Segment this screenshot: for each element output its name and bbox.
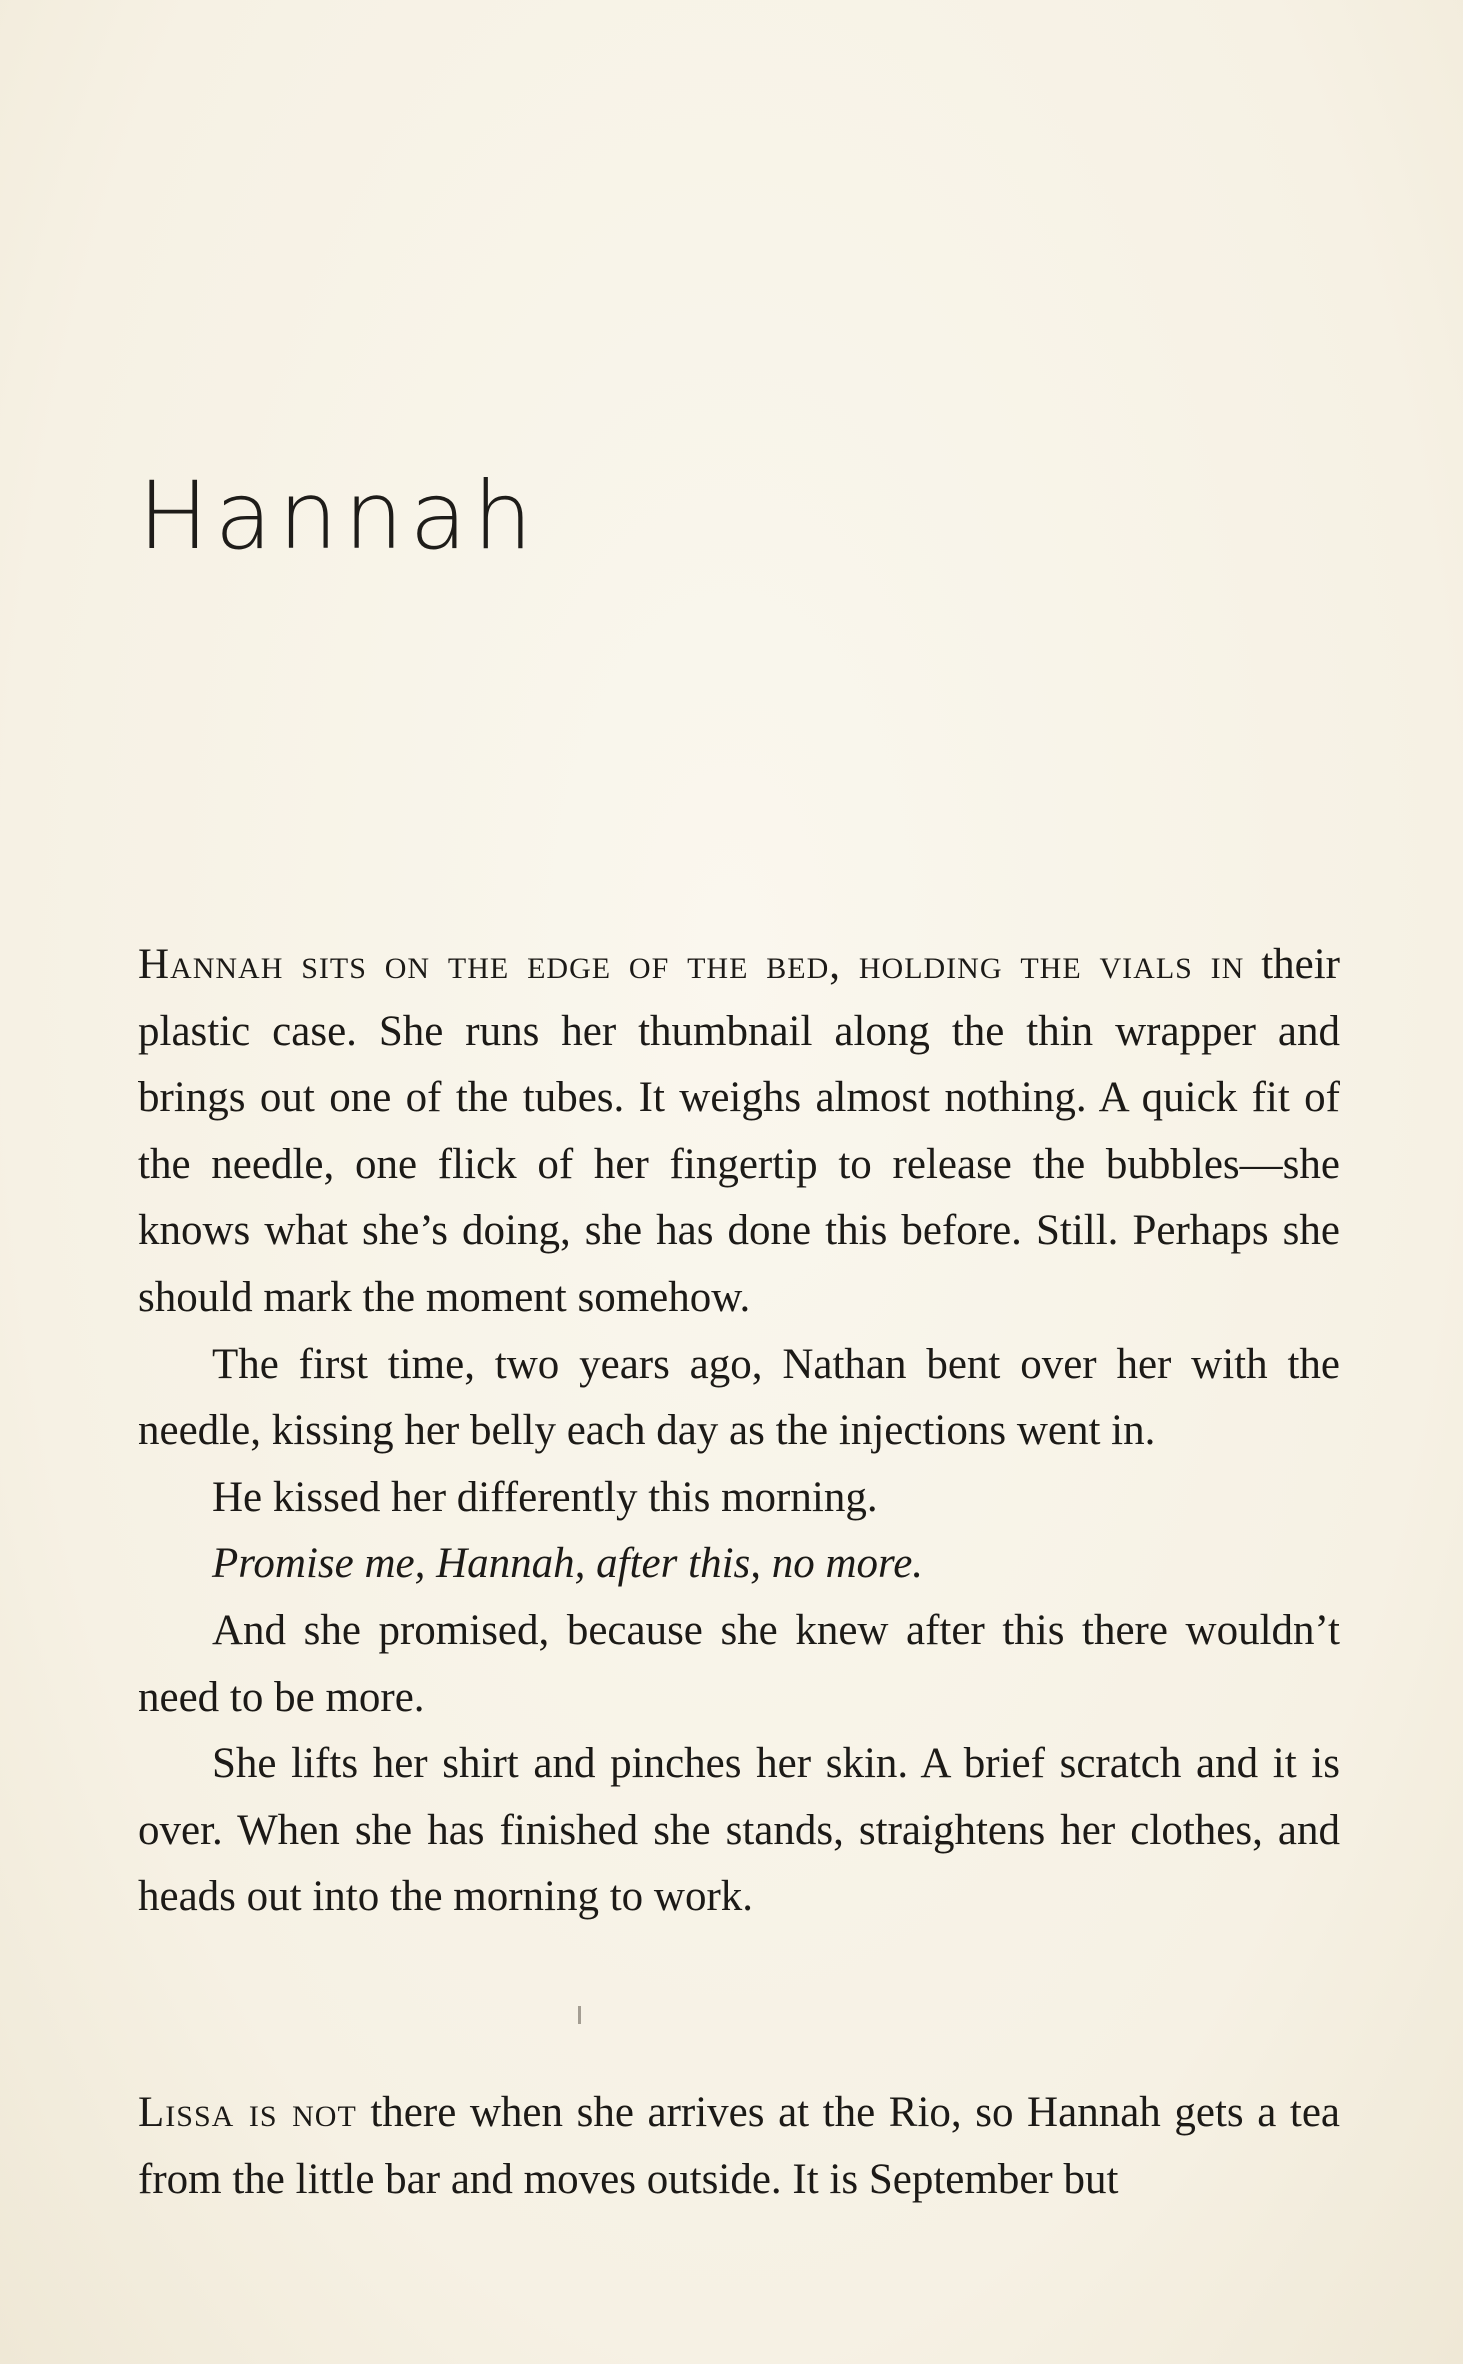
- chapter-title: Hannah: [138, 462, 539, 571]
- paragraph: He kissed her differently this morning.: [212, 1473, 878, 1521]
- paragraph-text: there when she arrives at the Rio, so Hannah gets a tea from the little bar and moves outside. It is September but: [138, 2089, 1340, 2203]
- section-break-mark: [578, 2006, 581, 2024]
- paragraph: The first time, two years ago, Nathan bent over her with the needle, kissing her belly each day as the injections went in.: [138, 1340, 1340, 1455]
- paragraph-opening: [138, 932, 1340, 1332]
- section-two: [138, 2080, 1340, 2213]
- italic-quote: Promise me, Hannah, after this, no more.: [212, 1540, 924, 1588]
- paragraph: She lifts her shirt and pinches her skin. A brief scratch and it is over. When she has finished she stands, straightens her clothes, and heads out into the morning to work.: [138, 1740, 1340, 1921]
- section-one: [138, 932, 1340, 1931]
- paragraph-opening: [138, 2080, 1340, 2213]
- paragraph: And she promised, because she knew after this there wouldn’t need to be more.: [138, 1606, 1340, 1721]
- paragraph-text: their plastic case. She runs her thumbnail along the thin wrapper and brings out one of the tubes. It weighs almost nothing. A quick fit of the needle, one flick of her fingertip to release the bubbles—she knows what she’s doing, she has done this before. Still. Perhaps she should mark the moment somehow.: [138, 941, 1340, 1321]
- small-caps-lead: Lissa is not: [138, 2089, 357, 2136]
- small-caps-lead: Hannah sits on the edge of the bed, holding the vials in: [138, 941, 1245, 988]
